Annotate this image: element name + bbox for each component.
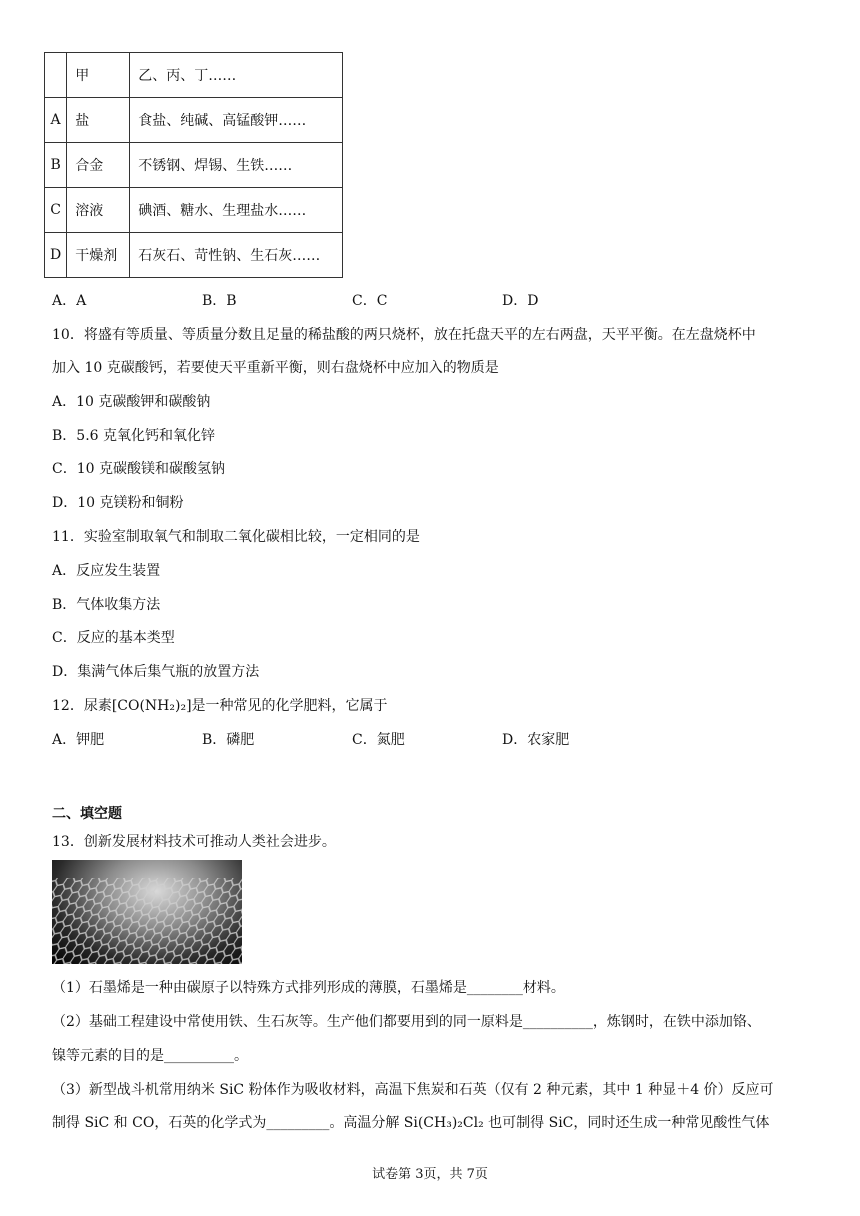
q10-option-b: B．5.6 克氧化钙和氧化锌 — [52, 428, 216, 444]
table-row — [45, 188, 343, 233]
q10-stem-line1: 10．将盛有等质量、等质量分数且足量的稀盐酸的两只烧杯，放在托盘天平的左右两盘，天平平衡。在左盘烧杯中 — [52, 327, 756, 343]
q13-part3-line1: （3）新型战斗机常用纳米 SiC 粉体作为吸收材料，高温下焦炭和石英（仅有 2 种元素，其中 1 种显＋4 价）反应可 — [52, 1082, 774, 1098]
table-cell: 盐 — [67, 98, 130, 143]
q9-option-c: C．C — [352, 293, 388, 309]
q13-part3-line2: 制得 SiC 和 CO，石英的化学式为_________。高温分解 Si(CH₃)₂Cl₂ 也可制得 SiC，同时还生成一种常见酸性气体 — [52, 1115, 770, 1131]
table-row — [45, 98, 343, 143]
classification-table — [44, 52, 343, 278]
q13-stem: 13．创新发展材料技术可推动人类社会进步。 — [52, 834, 336, 850]
q10-option-d: D．10 克镁粉和铜粉 — [52, 495, 184, 511]
q12-stem: 12．尿素[CO(NH₂)₂]是一种常见的化学肥料，它属于 — [52, 698, 388, 714]
table-cell: A — [45, 98, 67, 143]
table-cell: 碘酒、糖水、生理盐水…… — [130, 188, 343, 233]
q13-part2-line2: 镍等元素的目的是__________。 — [52, 1048, 248, 1064]
q12-option-b: B．磷肥 — [202, 732, 255, 748]
table-header-row — [45, 53, 343, 98]
table-cell: C — [45, 188, 67, 233]
table-cell: 溶液 — [67, 188, 130, 233]
table-cell: 合金 — [67, 143, 130, 188]
q12-option-c: C．氮肥 — [352, 732, 405, 748]
table-row — [45, 143, 343, 188]
q10-option-c: C．10 克碳酸镁和碳酸氢钠 — [52, 461, 225, 477]
section-heading: 二、填空题 — [52, 806, 122, 822]
page-footer: 试卷第 3页，共 7页 — [372, 1167, 488, 1182]
q11-option-b: B．气体收集方法 — [52, 597, 161, 613]
table-cell: B — [45, 143, 67, 188]
table-cell: D — [45, 233, 67, 278]
table-cell: 不锈钢、焊锡、生铁…… — [130, 143, 343, 188]
q13-part1: （1）石墨烯是一种由碳原子以特殊方式排列形成的薄膜，石墨烯是________材料。 — [52, 980, 565, 996]
graphene-image — [52, 860, 242, 964]
q10-stem-line2: 加入 10 克碳酸钙，若要使天平重新平衡，则右盘烧杯中应加入的物质是 — [52, 360, 499, 376]
table-cell — [45, 53, 67, 98]
q11-option-d: D．集满气体后集气瓶的放置方法 — [52, 664, 260, 680]
table-cell: 乙、丙、丁…… — [130, 53, 343, 98]
q9-option-b: B．B — [202, 293, 237, 309]
table-row — [45, 233, 343, 278]
q12-option-d: D．农家肥 — [502, 732, 570, 748]
q9-option-a: A．A — [52, 293, 87, 309]
table-cell: 食盐、纯碱、高锰酸钾…… — [130, 98, 343, 143]
table-cell: 干燥剂 — [67, 233, 130, 278]
q10-option-a: A．10 克碳酸钾和碳酸钠 — [52, 394, 211, 410]
table-cell: 石灰石、苛性钠、生石灰…… — [130, 233, 343, 278]
q9-option-d: D．D — [502, 293, 539, 309]
q13-part2-line1: （2）基础工程建设中常使用铁、生石灰等。生产他们都要用到的同一原料是__________，炼钢时，在铁中添加铬、 — [52, 1014, 761, 1030]
q11-stem: 11．实验室制取氧气和制取二氧化碳相比较，一定相同的是 — [52, 529, 420, 545]
table-cell: 甲 — [67, 53, 130, 98]
q12-option-a: A．钾肥 — [52, 732, 105, 748]
q11-option-c: C．反应的基本类型 — [52, 630, 175, 646]
q11-option-a: A．反应发生装置 — [52, 563, 161, 579]
